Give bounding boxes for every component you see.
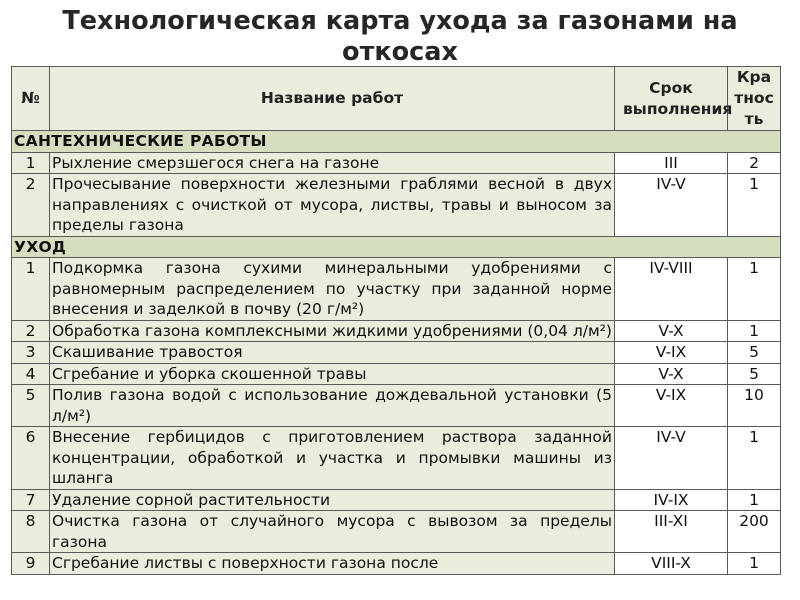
header-num: № — [12, 67, 50, 131]
cell-term: IV-V — [615, 174, 728, 237]
cell-num: 9 — [12, 553, 50, 575]
cell-freq: 10 — [728, 385, 781, 427]
cell-num: 7 — [12, 489, 50, 511]
cell-freq: 1 — [728, 489, 781, 511]
table-row — [12, 258, 781, 321]
cell-freq: 1 — [728, 258, 781, 321]
cell-term: VIII-X — [615, 553, 728, 575]
tech-card-table — [11, 66, 781, 575]
header-term: Срок выполнения — [615, 67, 728, 131]
cell-num: 6 — [12, 427, 50, 490]
cell-num: 8 — [12, 511, 50, 553]
cell-freq: 5 — [728, 363, 781, 385]
header-name: Название работ — [50, 67, 615, 131]
cell-freq: 1 — [728, 320, 781, 342]
cell-name: Прочесывание поверхности железными граблями весной в двух направлениях с очисткой от мусора, листвы, травы и выносом за пределы газона — [50, 174, 615, 237]
section-title: УХОД — [12, 236, 781, 258]
cell-freq: 5 — [728, 342, 781, 364]
cell-name: Полив газона водой с использование дождевальной установки (5 л/м²) — [50, 385, 615, 427]
cell-freq: 1 — [728, 174, 781, 237]
header-freq: Кратность — [728, 67, 781, 131]
cell-term: III-XI — [615, 511, 728, 553]
cell-num: 5 — [12, 385, 50, 427]
cell-term: V-X — [615, 363, 728, 385]
cell-name: Подкормка газона сухими минеральными удобрениями с равномерным распределением по участку при заданной норме внесения и заделкой в почву (20 г/м²) — [50, 258, 615, 321]
section-row — [12, 131, 781, 153]
cell-term: IV-VIII — [615, 258, 728, 321]
cell-term: IV-V — [615, 427, 728, 490]
cell-num: 4 — [12, 363, 50, 385]
cell-name: Удаление сорной растительности — [50, 489, 615, 511]
table-row — [12, 385, 781, 427]
cell-term: V-X — [615, 320, 728, 342]
table-row — [12, 174, 781, 237]
cell-name: Сгребание и уборка скошенной травы — [50, 363, 615, 385]
section-title: САНТЕХНИЧЕСКИЕ РАБОТЫ — [12, 131, 781, 153]
cell-name: Сгребание листвы с поверхности газона после — [50, 553, 615, 575]
cell-freq: 1 — [728, 553, 781, 575]
cell-freq: 2 — [728, 152, 781, 174]
cell-num: 1 — [12, 152, 50, 174]
cell-term: V-IX — [615, 342, 728, 364]
cell-name: Очистка газона от случайного мусора с вывозом за пределы газона — [50, 511, 615, 553]
cell-name: Внесение гербицидов с приготовлением раствора заданной концентрации, обработкой и участка и промывки машины из шланга — [50, 427, 615, 490]
cell-name: Обработка газона комплексными жидкими удобрениями (0,04 л/м²) — [50, 320, 615, 342]
cell-term: V-IX — [615, 385, 728, 427]
cell-freq: 1 — [728, 427, 781, 490]
cell-num: 2 — [12, 320, 50, 342]
table-row — [12, 489, 781, 511]
table-row — [12, 342, 781, 364]
table-row — [12, 320, 781, 342]
table-header-row — [12, 67, 781, 131]
cell-num: 1 — [12, 258, 50, 321]
table-row — [12, 553, 781, 575]
table-row — [12, 152, 781, 174]
cell-num: 2 — [12, 174, 50, 237]
table-body — [12, 131, 781, 575]
cell-num: 3 — [12, 342, 50, 364]
cell-name: Скашивание травостоя — [50, 342, 615, 364]
table-row — [12, 511, 781, 553]
cell-term: IV-IX — [615, 489, 728, 511]
section-row — [12, 236, 781, 258]
cell-freq: 200 — [728, 511, 781, 553]
table-row — [12, 427, 781, 490]
cell-name: Рыхление смерзшегося снега на газоне — [50, 152, 615, 174]
page-title: Технологическая карта ухода за газонами на откосах — [62, 6, 738, 67]
cell-term: III — [615, 152, 728, 174]
table-row — [12, 363, 781, 385]
